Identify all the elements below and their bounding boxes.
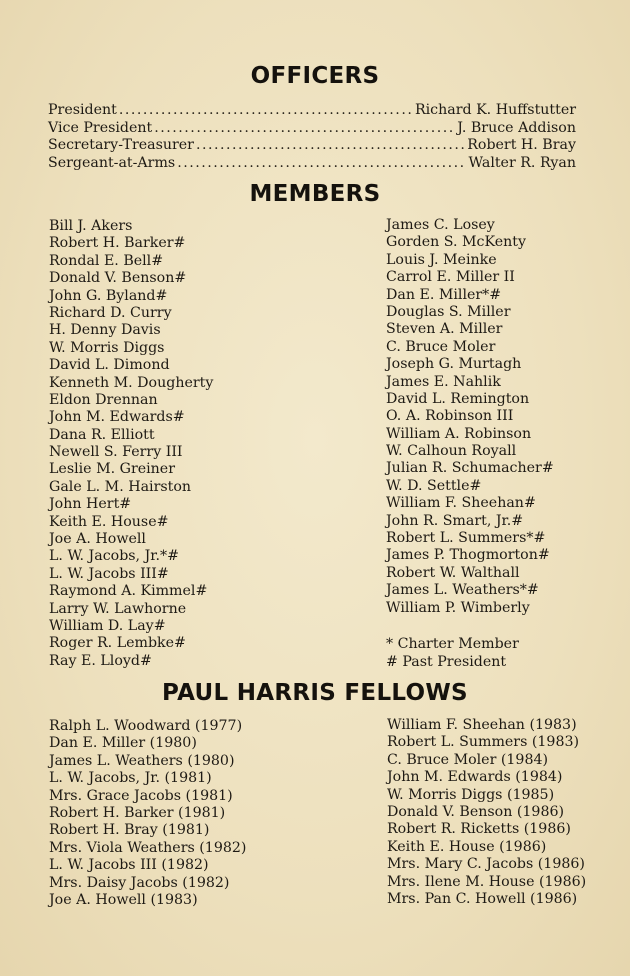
member-name: O. A. Robinson III (386, 408, 514, 425)
fellow-entry: Mrs. Pan C. Howell (1986) (387, 890, 578, 907)
member-name: Joseph G. Murtagh (386, 356, 522, 373)
officers-list (48, 102, 576, 172)
member-name: Robert H. Barker# (49, 235, 186, 252)
member-name: Newell S. Ferry III (49, 444, 183, 461)
member-name: John G. Byland# (49, 287, 168, 304)
officer-row (48, 155, 576, 173)
fellow-entry: John M. Edwards (1984) (387, 769, 563, 786)
fellow-entry: Robert R. Ricketts (1986) (387, 821, 571, 838)
member-name: James C. Losey (386, 217, 495, 233)
member-name: H. Denny Davis (49, 322, 161, 339)
dot-leader (119, 102, 413, 120)
member-name: William P. Wimberly (386, 599, 530, 616)
fellows-right-column (387, 717, 586, 908)
member-name: William A. Robinson (386, 425, 532, 442)
paul-harris-fellows-heading: PAUL HARRIS FELLOWS (162, 680, 468, 706)
member-name: Kenneth M. Dougherty (49, 374, 214, 391)
officer-row (48, 137, 576, 155)
member-name: Douglas S. Miller (386, 303, 511, 320)
members-left-column (49, 218, 213, 670)
fellow-entry: W. Morris Diggs (1985) (387, 786, 555, 803)
member-name: C. Bruce Moler (386, 338, 496, 355)
officer-name: Walter R. Ryan (468, 154, 576, 171)
fellow-entry: Robert L. Summers (1983) (387, 734, 580, 751)
officer-title: Vice President (48, 119, 153, 136)
fellow-entry: Dan E. Miller (1980) (49, 735, 197, 752)
legend-note: # Past President (386, 653, 507, 670)
fellow-entry: Ralph L. Woodward (1977) (49, 718, 243, 734)
member-name: L. W. Jacobs III# (49, 565, 169, 582)
dot-leader (196, 137, 465, 155)
fellow-entry: William F. Sheehan (1983) (387, 717, 577, 733)
officer-row (48, 102, 576, 120)
officer-row (48, 120, 576, 138)
members-legend (386, 636, 519, 671)
members-heading: MEMBERS (249, 181, 381, 207)
member-name: W. D. Settle# (386, 477, 482, 494)
dot-leader (154, 120, 455, 138)
officer-title: Secretary-Treasurer (48, 137, 194, 154)
member-name: Dana R. Elliott (49, 426, 155, 443)
member-name: William F. Sheehan# (386, 495, 536, 512)
member-name: Robert L. Summers*# (386, 530, 546, 547)
officer-title: President (48, 102, 117, 118)
fellow-entry: Mrs. Daisy Jacobs (1982) (49, 874, 230, 891)
member-name: Leslie M. Greiner (49, 461, 175, 478)
member-name: William D. Lay# (49, 617, 166, 634)
fellow-entry: Robert H. Bray (1981) (49, 822, 210, 839)
member-name: David L. Dimond (49, 357, 170, 374)
member-name: Robert W. Walthall (386, 564, 520, 581)
member-name: L. W. Jacobs, Jr.*# (49, 548, 179, 565)
legend-note: * Charter Member (386, 636, 519, 652)
fellow-entry: L. W. Jacobs, Jr. (1981) (49, 770, 212, 787)
fellows-left-column (49, 718, 246, 909)
member-name: Julian R. Schumacher# (386, 460, 554, 477)
member-name: Ray E. Lloyd# (49, 652, 152, 669)
member-name: Bill J. Akers (49, 218, 133, 234)
member-name: Dan E. Miller*# (386, 286, 502, 303)
member-name: John R. Smart, Jr.# (386, 512, 524, 529)
fellow-entry: Joe A. Howell (1983) (49, 891, 198, 908)
fellow-entry: Mrs. Mary C. Jacobs (1986) (387, 856, 585, 873)
member-name: James L. Weathers*# (386, 582, 539, 599)
fellow-entry: L. W. Jacobs III (1982) (49, 857, 209, 874)
fellow-entry: C. Bruce Moler (1984) (387, 751, 549, 768)
member-name: David L. Remington (386, 390, 530, 407)
member-name: Steven A. Miller (386, 321, 503, 338)
member-name: John M. Edwards# (49, 409, 185, 426)
member-name: W. Calhoun Royall (386, 443, 517, 460)
member-name: Carrol E. Miller II (386, 269, 515, 286)
officer-name: Robert H. Bray (467, 137, 576, 154)
member-name: John Hert# (49, 496, 132, 513)
member-name: Raymond A. Kimmel# (49, 583, 208, 600)
fellow-entry: Donald V. Benson (1986) (387, 803, 565, 820)
fellow-entry: Robert H. Barker (1981) (49, 804, 226, 821)
officer-name: J. Bruce Addison (457, 119, 576, 136)
member-name: W. Morris Diggs (49, 339, 165, 356)
member-name: Rondal E. Bell# (49, 252, 164, 269)
member-name: Richard D. Curry (49, 304, 172, 321)
member-name: Roger R. Lembke# (49, 635, 186, 652)
member-name: Larry W. Lawhorne (49, 600, 187, 617)
member-name: Joe A. Howell (49, 531, 146, 548)
member-name: James E. Nahlik (386, 373, 501, 390)
dot-leader (177, 155, 466, 173)
fellow-entry: Mrs. Viola Weathers (1982) (49, 839, 247, 856)
fellow-entry: Mrs. Grace Jacobs (1981) (49, 787, 233, 804)
fellow-entry: Keith E. House (1986) (387, 838, 547, 855)
members-right-column (386, 217, 554, 617)
member-name: Donald V. Benson# (49, 270, 187, 287)
member-name: Gale L. M. Hairston (49, 478, 192, 495)
fellow-entry: James L. Weathers (1980) (49, 752, 235, 769)
member-name: Louis J. Meinke (386, 251, 497, 268)
fellow-entry: Mrs. Ilene M. House (1986) (387, 873, 587, 890)
member-name: James P. Thogmorton# (386, 547, 550, 564)
officer-name: Richard K. Huffstutter (414, 102, 576, 118)
member-name: Eldon Drennan (49, 391, 158, 408)
member-name: Gorden S. McKenty (386, 234, 526, 251)
officers-heading: OFFICERS (250, 63, 380, 89)
officer-title: Sergeant-at-Arms (48, 154, 176, 171)
member-name: Keith E. House# (49, 513, 169, 530)
